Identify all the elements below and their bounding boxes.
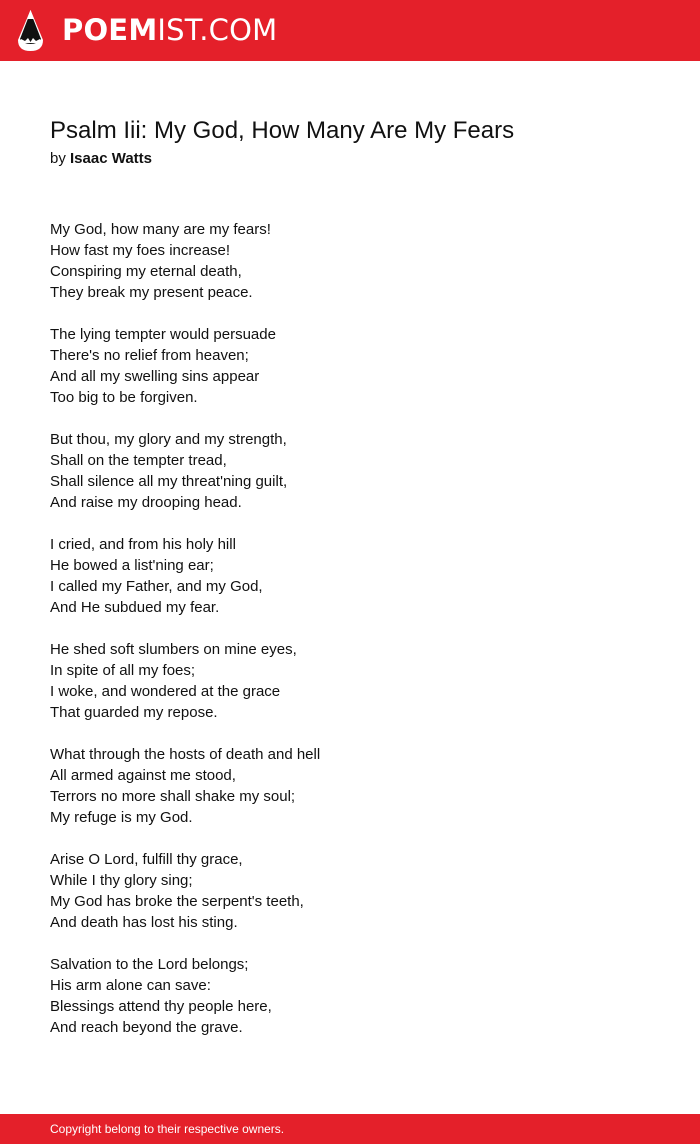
poem-line: And death has lost his sting.: [50, 914, 238, 931]
poem-line: In spite of all my foes;: [50, 662, 196, 679]
poem-line: Shall on the tempter tread,: [50, 452, 227, 469]
poem-stanza: [50, 849, 650, 933]
poem-line: He shed soft slumbers on mine eyes,: [50, 641, 297, 658]
site-footer: [0, 1114, 700, 1144]
poem-line: How fast my foes increase!: [50, 242, 231, 259]
brand-light-text: IST.COM: [157, 13, 278, 47]
by-label: by: [50, 150, 66, 167]
poem-line: Shall silence all my threat'ning guilt,: [50, 473, 288, 490]
poem-stanza: [50, 429, 650, 513]
poem-line: I called my Father, and my God,: [50, 578, 263, 595]
poem-stanza: [50, 219, 650, 303]
poem-line: My refuge is my God.: [50, 809, 193, 826]
poem-line: I woke, and wondered at the grace: [50, 683, 281, 700]
pencil-tip-icon[interactable]: [17, 10, 44, 51]
poem-stanza: [50, 954, 650, 1038]
poem-line: And all my swelling sins appear: [50, 368, 260, 385]
poem-line: They break my present peace.: [50, 284, 253, 301]
byline: [50, 149, 152, 169]
poem-line: Salvation to the Lord belongs;: [50, 956, 249, 973]
poem-line: Blessings attend thy people here,: [50, 998, 272, 1015]
poem-line: There's no relief from heaven;: [50, 347, 249, 364]
poem-line: All armed against me stood,: [50, 767, 236, 784]
poem-title: Psalm Iii: My God, How Many Are My Fears: [50, 117, 515, 144]
brand-bold-text: POEM: [62, 13, 158, 47]
poem-line: Conspiring my eternal death,: [50, 263, 242, 280]
author-name: Isaac Watts: [70, 150, 152, 167]
site-logo-text[interactable]: [62, 12, 277, 48]
poem-line: And reach beyond the grave.: [50, 1019, 243, 1036]
poem-line: What through the hosts of death and hell: [50, 746, 321, 763]
poem-line: And He subdued my fear.: [50, 599, 220, 616]
poem-line: He bowed a list'ning ear;: [50, 557, 214, 574]
poem-line: My God has broke the serpent's teeth,: [50, 893, 304, 910]
site-header: [0, 0, 700, 61]
poem-line: I cried, and from his holy hill: [50, 536, 236, 553]
poem-stanza: [50, 639, 650, 723]
poem-line: But thou, my glory and my strength,: [50, 431, 287, 448]
poem-stanza: [50, 534, 650, 618]
copyright-notice: Copyright belong to their respective owners.: [50, 1122, 285, 1136]
poem-line: My God, how many are my fears!: [50, 221, 271, 238]
poem-body: [50, 219, 650, 1059]
poem-line: His arm alone can save:: [50, 977, 211, 994]
poem-line: Arise O Lord, fulfill thy grace,: [50, 851, 243, 868]
poem-line: While I thy glory sing;: [50, 872, 193, 889]
poem-line: The lying tempter would persuade: [50, 326, 276, 343]
poem-line: That guarded my repose.: [50, 704, 218, 721]
poem-line: Too big to be forgiven.: [50, 389, 198, 406]
poem-line: Terrors no more shall shake my soul;: [50, 788, 296, 805]
poem-stanza: [50, 324, 650, 408]
poem-stanza: [50, 744, 650, 828]
poem-line: And raise my drooping head.: [50, 494, 242, 511]
